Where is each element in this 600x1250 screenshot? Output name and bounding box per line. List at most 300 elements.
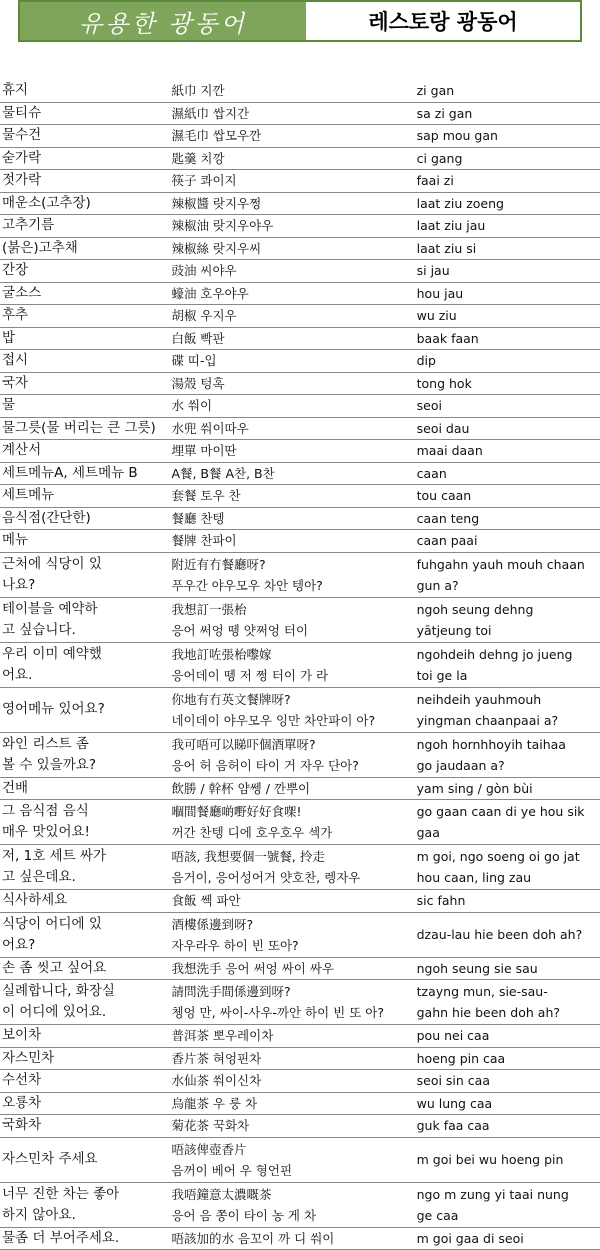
chinese-phrase-text: A餐, B餐 A찬, B찬 bbox=[171, 463, 416, 484]
chinese-phrase-text: 네이데이 야우모우 잉만 차안파이 아? bbox=[171, 710, 416, 731]
table-row bbox=[0, 1138, 600, 1183]
korean-phrase-text: 이 어디에 있어요. bbox=[2, 1002, 171, 1023]
table-row bbox=[0, 418, 600, 441]
chinese-phrase-cell bbox=[171, 1093, 416, 1115]
table-row bbox=[0, 508, 600, 531]
chinese-phrase-text: 我想訂一張枱 bbox=[171, 599, 416, 620]
korean-phrase-text: 수선차 bbox=[2, 1070, 171, 1091]
chinese-phrase-text: 筷子 콰이지 bbox=[171, 170, 416, 191]
chinese-phrase-text: 匙羹 치깡 bbox=[171, 148, 416, 169]
romanization-cell bbox=[417, 778, 600, 800]
korean-phrase-text: 굴소스 bbox=[2, 283, 171, 304]
chinese-phrase-text: 湯殼 텅혹 bbox=[171, 373, 416, 394]
chinese-phrase-cell bbox=[171, 103, 416, 125]
korean-phrase-text: 어요? bbox=[2, 935, 171, 956]
romanization-text: sic fahn bbox=[417, 890, 600, 911]
table-row bbox=[0, 485, 600, 508]
romanization-cell bbox=[417, 80, 600, 102]
korean-phrase-text: 하지 않아요. bbox=[2, 1205, 171, 1226]
chinese-phrase-text: 濕毛巾 쌉모우깐 bbox=[171, 125, 416, 146]
romanization-text: seoi bbox=[417, 395, 600, 416]
korean-phrase-text: 후추 bbox=[2, 305, 171, 326]
korean-phrase-cell bbox=[0, 103, 171, 125]
romanization-text: caan paai bbox=[417, 530, 600, 551]
romanization-cell bbox=[417, 170, 600, 192]
romanization-text: toi ge la bbox=[417, 665, 600, 686]
romanization-text: laat ziu si bbox=[417, 238, 600, 259]
romanization-text: m goi gaa di seoi bbox=[417, 1228, 600, 1249]
table-row bbox=[0, 170, 600, 193]
romanization-cell bbox=[417, 1093, 600, 1115]
chinese-phrase-cell bbox=[171, 395, 416, 417]
table-row bbox=[0, 958, 600, 981]
korean-phrase-text: 근처에 식당이 있 bbox=[2, 554, 171, 575]
chinese-phrase-cell bbox=[171, 485, 416, 507]
romanization-cell bbox=[417, 350, 600, 372]
korean-phrase-cell bbox=[0, 598, 171, 642]
chinese-phrase-cell bbox=[171, 418, 416, 440]
chinese-phrase-text: 푸우간 야우모우 차안 텡아? bbox=[171, 575, 416, 596]
chinese-phrase-cell bbox=[171, 890, 416, 912]
chinese-phrase-text: 碟 띠-입 bbox=[171, 350, 416, 371]
table-row bbox=[0, 1070, 600, 1093]
korean-phrase-cell bbox=[0, 845, 171, 889]
korean-phrase-text: 테이블을 예약하 bbox=[2, 599, 171, 620]
chinese-phrase-cell bbox=[171, 238, 416, 260]
chinese-phrase-text: 응어 써엉 뗑 얏쩌엉 터이 bbox=[171, 620, 416, 641]
korean-phrase-text: 건배 bbox=[2, 778, 171, 799]
korean-phrase-cell bbox=[0, 193, 171, 215]
romanization-text: guk faa caa bbox=[417, 1115, 600, 1136]
korean-phrase-cell bbox=[0, 260, 171, 282]
chinese-phrase-cell bbox=[171, 1138, 416, 1182]
table-row bbox=[0, 125, 600, 148]
romanization-cell bbox=[417, 1048, 600, 1070]
korean-phrase-cell bbox=[0, 283, 171, 305]
chinese-phrase-text: 附近有冇餐廳呀? bbox=[171, 554, 416, 575]
chinese-phrase-cell bbox=[171, 733, 416, 777]
chinese-phrase-text: 水兜 쒀이따우 bbox=[171, 418, 416, 439]
korean-phrase-text: 자스민차 bbox=[2, 1048, 171, 1069]
korean-phrase-cell bbox=[0, 980, 171, 1024]
chinese-phrase-cell bbox=[171, 530, 416, 552]
table-row bbox=[0, 733, 600, 778]
chinese-phrase-text: 꺼간 찬텡 디에 호우호우 섹가 bbox=[171, 822, 416, 843]
korean-phrase-cell bbox=[0, 643, 171, 687]
romanization-cell bbox=[417, 328, 600, 350]
korean-phrase-cell bbox=[0, 170, 171, 192]
romanization-text: ngoh seung dehng bbox=[417, 599, 600, 620]
romanization-cell bbox=[417, 958, 600, 980]
romanization-text: faai zi bbox=[417, 170, 600, 191]
table-row bbox=[0, 778, 600, 801]
romanization-cell bbox=[417, 1228, 600, 1250]
romanization-cell bbox=[417, 643, 600, 687]
korean-phrase-cell bbox=[0, 350, 171, 372]
korean-phrase-text: (붉은)고추채 bbox=[2, 238, 171, 259]
table-row bbox=[0, 890, 600, 913]
chinese-phrase-text: 我想洗手 응어 써엉 싸이 싸우 bbox=[171, 958, 416, 979]
korean-phrase-text: 나요? bbox=[2, 575, 171, 596]
korean-phrase-cell bbox=[0, 148, 171, 170]
chinese-phrase-text: 嗰間餐廳啲嘢好好食㗎! bbox=[171, 801, 416, 822]
romanization-text: ci gang bbox=[417, 148, 600, 169]
romanization-cell bbox=[417, 1115, 600, 1137]
chinese-phrase-cell bbox=[171, 283, 416, 305]
chinese-phrase-text: 응어 허 음허이 타이 거 자우 단아? bbox=[171, 755, 416, 776]
chinese-phrase-text: 蠔油 호우야우 bbox=[171, 283, 416, 304]
table-row bbox=[0, 440, 600, 463]
romanization-text: dzau-lau hie been doh ah? bbox=[417, 924, 600, 945]
korean-phrase-cell bbox=[0, 1183, 171, 1227]
romanization-text: seoi dau bbox=[417, 418, 600, 439]
romanization-text: dip bbox=[417, 350, 600, 371]
romanization-text: ngoh hornhhoyih taihaa bbox=[417, 734, 600, 755]
table-row bbox=[0, 238, 600, 261]
chinese-phrase-text: 응어 음 쫑이 타이 농 게 차 bbox=[171, 1205, 416, 1226]
table-row bbox=[0, 553, 600, 598]
table-row bbox=[0, 103, 600, 126]
chinese-phrase-cell bbox=[171, 980, 416, 1024]
page-header bbox=[18, 0, 582, 42]
chinese-phrase-cell bbox=[171, 148, 416, 170]
chinese-phrase-cell bbox=[171, 643, 416, 687]
korean-phrase-cell bbox=[0, 1138, 171, 1182]
romanization-text: si jau bbox=[417, 260, 600, 281]
chinese-phrase-cell bbox=[171, 80, 416, 102]
korean-phrase-text: 계산서 bbox=[2, 440, 171, 461]
romanization-text: ngo m zung yi taai nung bbox=[417, 1184, 600, 1205]
korean-phrase-text: 간장 bbox=[2, 260, 171, 281]
chinese-phrase-cell bbox=[171, 688, 416, 732]
chinese-phrase-text: 쳉엉 만, 싸이-사우-까안 하이 빈 또 아? bbox=[171, 1002, 416, 1023]
romanization-text: gahn hie been doh ah? bbox=[417, 1002, 600, 1023]
chinese-phrase-text: 辣椒絲 랏지우씨 bbox=[171, 238, 416, 259]
korean-phrase-text: 국자 bbox=[2, 373, 171, 394]
korean-phrase-cell bbox=[0, 485, 171, 507]
korean-phrase-text: 물좀 더 부어주세요. bbox=[2, 1228, 171, 1249]
table-row bbox=[0, 373, 600, 396]
korean-phrase-cell bbox=[0, 125, 171, 147]
chinese-phrase-cell bbox=[171, 1048, 416, 1070]
korean-phrase-cell bbox=[0, 688, 171, 732]
romanization-cell bbox=[417, 980, 600, 1024]
romanization-text: sap mou gan bbox=[417, 125, 600, 146]
table-row bbox=[0, 260, 600, 283]
table-row bbox=[0, 800, 600, 845]
korean-phrase-cell bbox=[0, 913, 171, 957]
romanization-text: caan bbox=[417, 463, 600, 484]
korean-phrase-text: 실례합니다, 화장실 bbox=[2, 981, 171, 1002]
table-row bbox=[0, 1025, 600, 1048]
romanization-text: fuhgahn yauh mouh chaan bbox=[417, 554, 600, 575]
korean-phrase-text: 보이차 bbox=[2, 1025, 171, 1046]
chinese-phrase-text: 唔該加的水 음꼬이 까 디 쒀이 bbox=[171, 1228, 416, 1249]
chinese-phrase-text: 水仙茶 쒀이신차 bbox=[171, 1070, 416, 1091]
table-row bbox=[0, 283, 600, 306]
table-row bbox=[0, 1048, 600, 1071]
chinese-phrase-text: 我唔鐘意太濃嘅茶 bbox=[171, 1184, 416, 1205]
romanization-text: pou nei caa bbox=[417, 1025, 600, 1046]
romanization-cell bbox=[417, 125, 600, 147]
korean-phrase-text: 고 싶습니다. bbox=[2, 620, 171, 641]
romanization-text: gaa bbox=[417, 822, 600, 843]
table-row bbox=[0, 305, 600, 328]
romanization-text: ngohdeih dehng jo jueng bbox=[417, 644, 600, 665]
chinese-phrase-cell bbox=[171, 508, 416, 530]
chinese-phrase-text: 음거이, 응어성어거 얏호찬, 렝자우 bbox=[171, 867, 416, 888]
korean-phrase-text: 영어메뉴 있어요? bbox=[2, 699, 171, 720]
chinese-phrase-cell bbox=[171, 1183, 416, 1227]
table-row bbox=[0, 148, 600, 171]
korean-phrase-text: 국화차 bbox=[2, 1115, 171, 1136]
romanization-text: caan teng bbox=[417, 508, 600, 529]
korean-phrase-text: 손 좀 씻고 싶어요 bbox=[2, 958, 171, 979]
chinese-phrase-text: 我地訂咗張枱嚟嫁 bbox=[171, 644, 416, 665]
romanization-text: maai daan bbox=[417, 440, 600, 461]
korean-phrase-text: 식사하세요 bbox=[2, 890, 171, 911]
romanization-cell bbox=[417, 305, 600, 327]
romanization-cell bbox=[417, 463, 600, 485]
chinese-phrase-text: 응어데이 뗑 저 쩡 터이 가 라 bbox=[171, 665, 416, 686]
korean-phrase-cell bbox=[0, 1070, 171, 1092]
chinese-phrase-cell bbox=[171, 215, 416, 237]
korean-phrase-text: 세트메뉴A, 세트메뉴 B bbox=[2, 463, 171, 484]
romanization-cell bbox=[417, 148, 600, 170]
romanization-cell bbox=[417, 260, 600, 282]
romanization-text: wu lung caa bbox=[417, 1093, 600, 1114]
chinese-phrase-text: 唔該俾壺香片 bbox=[171, 1139, 416, 1160]
romanization-cell bbox=[417, 890, 600, 912]
korean-phrase-text: 휴지 bbox=[2, 80, 171, 101]
header-useful-cantonese: 유용한 광동어 bbox=[20, 2, 306, 40]
chinese-phrase-cell bbox=[171, 193, 416, 215]
korean-phrase-text: 매운소(고추장) bbox=[2, 193, 171, 214]
romanization-text: wu ziu bbox=[417, 305, 600, 326]
chinese-phrase-text: 白飯 빡판 bbox=[171, 328, 416, 349]
table-row bbox=[0, 350, 600, 373]
chinese-phrase-text: 紙巾 지깐 bbox=[171, 80, 416, 101]
romanization-cell bbox=[417, 913, 600, 957]
korean-phrase-cell bbox=[0, 958, 171, 980]
korean-phrase-cell bbox=[0, 800, 171, 844]
korean-phrase-cell bbox=[0, 328, 171, 350]
korean-phrase-cell bbox=[0, 373, 171, 395]
chinese-phrase-cell bbox=[171, 350, 416, 372]
romanization-text: tou caan bbox=[417, 485, 600, 506]
chinese-phrase-text: 餐牌 찬파이 bbox=[171, 530, 416, 551]
korean-phrase-cell bbox=[0, 1025, 171, 1047]
korean-phrase-text: 물수건 bbox=[2, 125, 171, 146]
korean-phrase-text: 고추기름 bbox=[2, 215, 171, 236]
romanization-cell bbox=[417, 553, 600, 597]
chinese-phrase-text: 埋單 마이딴 bbox=[171, 440, 416, 461]
romanization-cell bbox=[417, 1183, 600, 1227]
chinese-phrase-cell bbox=[171, 1228, 416, 1250]
korean-phrase-cell bbox=[0, 508, 171, 530]
romanization-cell bbox=[417, 395, 600, 417]
korean-phrase-text: 볼 수 있을까요? bbox=[2, 755, 171, 776]
korean-phrase-text: 음식점(간단한) bbox=[2, 508, 171, 529]
korean-phrase-cell bbox=[0, 418, 171, 440]
korean-phrase-text: 저, 1호 세트 싸가 bbox=[2, 846, 171, 867]
romanization-text: hoeng pin caa bbox=[417, 1048, 600, 1069]
chinese-phrase-cell bbox=[171, 553, 416, 597]
korean-phrase-cell bbox=[0, 395, 171, 417]
korean-phrase-cell bbox=[0, 463, 171, 485]
korean-phrase-text: 물티슈 bbox=[2, 103, 171, 124]
chinese-phrase-cell bbox=[171, 170, 416, 192]
chinese-phrase-cell bbox=[171, 125, 416, 147]
chinese-phrase-text: 套餐 토우 찬 bbox=[171, 485, 416, 506]
korean-phrase-text: 오룡차 bbox=[2, 1093, 171, 1114]
chinese-phrase-cell bbox=[171, 463, 416, 485]
chinese-phrase-cell bbox=[171, 260, 416, 282]
korean-phrase-text: 접시 bbox=[2, 350, 171, 371]
table-row bbox=[0, 1115, 600, 1138]
table-row bbox=[0, 530, 600, 553]
romanization-cell bbox=[417, 418, 600, 440]
table-row bbox=[0, 1093, 600, 1116]
romanization-cell bbox=[417, 1138, 600, 1182]
korean-phrase-text: 매우 맛있어요! bbox=[2, 822, 171, 843]
korean-phrase-text: 어요. bbox=[2, 665, 171, 686]
korean-phrase-text: 너무 진한 차는 좋아 bbox=[2, 1184, 171, 1205]
romanization-cell bbox=[417, 800, 600, 844]
romanization-text: hou caan, ling zau bbox=[417, 867, 600, 888]
romanization-cell bbox=[417, 485, 600, 507]
romanization-cell bbox=[417, 238, 600, 260]
table-row bbox=[0, 913, 600, 958]
korean-phrase-cell bbox=[0, 1228, 171, 1250]
table-row bbox=[0, 598, 600, 643]
chinese-phrase-text: 請問洗手間係邊到呀? bbox=[171, 981, 416, 1002]
chinese-phrase-text: 香片茶 혀엉핀차 bbox=[171, 1048, 416, 1069]
romanization-text: seoi sin caa bbox=[417, 1070, 600, 1091]
header-restaurant-cantonese: 레스토랑 광동어 bbox=[306, 2, 580, 40]
chinese-phrase-text: 酒樓係邊到呀? bbox=[171, 914, 416, 935]
table-row bbox=[0, 688, 600, 733]
korean-phrase-text: 물 bbox=[2, 395, 171, 416]
chinese-phrase-text: 음꺼이 베어 우 형언핀 bbox=[171, 1160, 416, 1181]
korean-phrase-text: 메뉴 bbox=[2, 530, 171, 551]
romanization-cell bbox=[417, 283, 600, 305]
table-row bbox=[0, 980, 600, 1025]
romanization-text: tong hok bbox=[417, 373, 600, 394]
romanization-text: hou jau bbox=[417, 283, 600, 304]
romanization-cell bbox=[417, 1070, 600, 1092]
chinese-phrase-text: 辣椒油 랏지우야우 bbox=[171, 215, 416, 236]
table-row bbox=[0, 1228, 600, 1250]
korean-phrase-text: 밥 bbox=[2, 328, 171, 349]
chinese-phrase-cell bbox=[171, 598, 416, 642]
table-row bbox=[0, 1183, 600, 1228]
korean-phrase-text: 그 음식점 음식 bbox=[2, 801, 171, 822]
chinese-phrase-text: 烏龍茶 우 룽 차 bbox=[171, 1093, 416, 1114]
chinese-phrase-cell bbox=[171, 305, 416, 327]
korean-phrase-text: 고 싶은데요. bbox=[2, 867, 171, 888]
chinese-phrase-text: 菊花茶 꾹화차 bbox=[171, 1115, 416, 1136]
korean-phrase-text: 물그릇(물 버리는 큰 그릇) bbox=[2, 418, 171, 439]
romanization-cell bbox=[417, 215, 600, 237]
romanization-cell bbox=[417, 733, 600, 777]
korean-phrase-cell bbox=[0, 305, 171, 327]
korean-phrase-cell bbox=[0, 440, 171, 462]
chinese-phrase-cell bbox=[171, 778, 416, 800]
romanization-text: laat ziu zoeng bbox=[417, 193, 600, 214]
korean-phrase-text: 숟가락 bbox=[2, 148, 171, 169]
romanization-text: neihdeih yauhmouh bbox=[417, 689, 600, 710]
chinese-phrase-cell bbox=[171, 328, 416, 350]
chinese-phrase-text: 飲勝 / 幹杯 얌쎙 / 깐뿌이 bbox=[171, 778, 416, 799]
korean-phrase-cell bbox=[0, 890, 171, 912]
romanization-cell bbox=[417, 845, 600, 889]
romanization-cell bbox=[417, 530, 600, 552]
korean-phrase-text: 식당이 어디에 있 bbox=[2, 914, 171, 935]
romanization-text: yingman chaanpaai a? bbox=[417, 710, 600, 731]
romanization-cell bbox=[417, 688, 600, 732]
romanization-text: zi gan bbox=[417, 80, 600, 101]
table-row bbox=[0, 193, 600, 216]
phrase-table bbox=[0, 80, 600, 1250]
korean-phrase-cell bbox=[0, 778, 171, 800]
korean-phrase-cell bbox=[0, 215, 171, 237]
romanization-cell bbox=[417, 193, 600, 215]
korean-phrase-cell bbox=[0, 1048, 171, 1070]
chinese-phrase-text: 辣椒醬 랏지우쩡 bbox=[171, 193, 416, 214]
romanization-text: m goi bei wu hoeng pin bbox=[417, 1149, 600, 1170]
chinese-phrase-cell bbox=[171, 958, 416, 980]
romanization-text: yātjeung toi bbox=[417, 620, 600, 641]
korean-phrase-cell bbox=[0, 238, 171, 260]
table-row bbox=[0, 463, 600, 486]
romanization-cell bbox=[417, 1025, 600, 1047]
korean-phrase-cell bbox=[0, 530, 171, 552]
chinese-phrase-cell bbox=[171, 440, 416, 462]
chinese-phrase-cell bbox=[171, 845, 416, 889]
romanization-text: ge caa bbox=[417, 1205, 600, 1226]
chinese-phrase-text: 普洱茶 뽀우레이차 bbox=[171, 1025, 416, 1046]
chinese-phrase-cell bbox=[171, 1115, 416, 1137]
romanization-text: baak faan bbox=[417, 328, 600, 349]
romanization-cell bbox=[417, 373, 600, 395]
romanization-text: ngoh seung sie sau bbox=[417, 958, 600, 979]
chinese-phrase-text: 豉油 씨야우 bbox=[171, 260, 416, 281]
romanization-text: laat ziu jau bbox=[417, 215, 600, 236]
table-row bbox=[0, 845, 600, 890]
table-row bbox=[0, 328, 600, 351]
chinese-phrase-text: 唔該, 我想要個一號餐, 拎走 bbox=[171, 846, 416, 867]
table-row bbox=[0, 643, 600, 688]
chinese-phrase-text: 胡椒 우지우 bbox=[171, 305, 416, 326]
romanization-cell bbox=[417, 440, 600, 462]
romanization-text: m goi, ngo soeng oi go jat bbox=[417, 846, 600, 867]
romanization-text: sa zi gan bbox=[417, 103, 600, 124]
table-row bbox=[0, 395, 600, 418]
romanization-text: gun a? bbox=[417, 575, 600, 596]
chinese-phrase-text: 我可唔可以睇吓個酒單呀? bbox=[171, 734, 416, 755]
romanization-text: go jaudaan a? bbox=[417, 755, 600, 776]
chinese-phrase-text: 餐廳 찬텡 bbox=[171, 508, 416, 529]
chinese-phrase-cell bbox=[171, 1070, 416, 1092]
chinese-phrase-text: 濕紙巾 쌉지간 bbox=[171, 103, 416, 124]
korean-phrase-cell bbox=[0, 553, 171, 597]
chinese-phrase-text: 水 쒀이 bbox=[171, 395, 416, 416]
korean-phrase-cell bbox=[0, 1093, 171, 1115]
romanization-cell bbox=[417, 598, 600, 642]
korean-phrase-text: 자스민차 주세요 bbox=[2, 1149, 171, 1170]
chinese-phrase-text: 你地有冇英文餐牌呀? bbox=[171, 689, 416, 710]
